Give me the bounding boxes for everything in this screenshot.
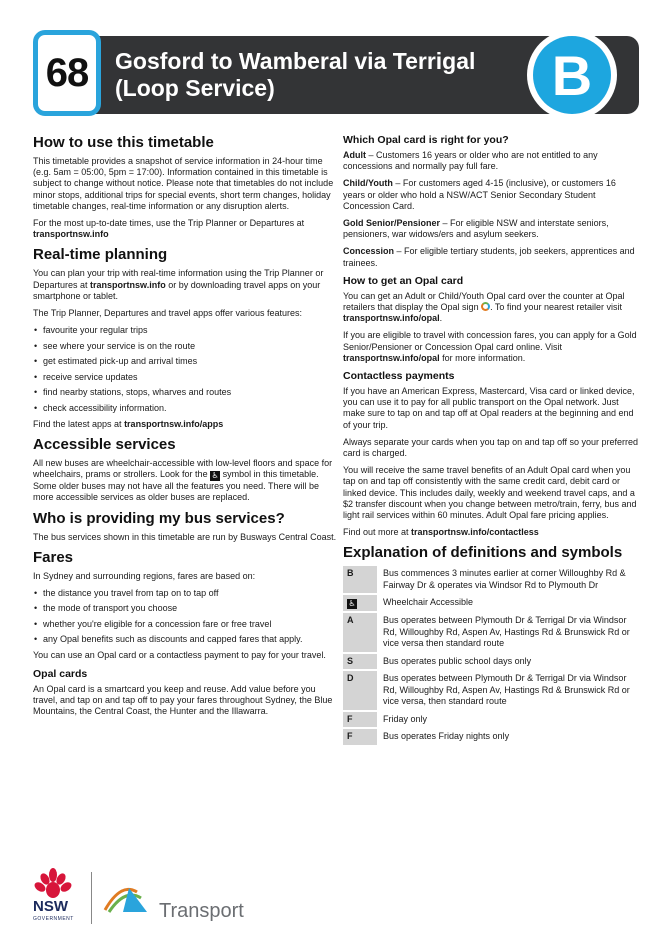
bus-mode-badge [533, 36, 611, 114]
gold-label: Gold Senior/Pensioner [343, 218, 441, 229]
concession-desc: – For eligible tertiary students, job seekers, apprentices and trainees. [343, 246, 635, 268]
waratah-icon [33, 868, 73, 900]
table-row [343, 653, 639, 671]
definitions-heading: Explanation of definitions and symbols [343, 544, 623, 562]
contactless-text-2: Always separate your cards when you tap on and tap off so your preferred card is charged. [343, 436, 639, 459]
wheelchair-icon: ♿ [211, 471, 219, 481]
list-item: • check accessibility information. [33, 403, 338, 414]
list-item: • see where your service is on the route [33, 341, 338, 352]
child-desc: – For customers aged 4-15 (inclusive), or customers 16 years or older who hold a NSW/ACT Senior Secondary Student Concession Card. [343, 178, 616, 211]
list-item: • any Opal benefits such as discounts and capped fares that apply. [33, 634, 338, 645]
how-to-use-text: This timetable provides a snapshot of service information in 24-hour time (e.g. 5am = 05:00, 5pm = 17:00). Information contained in this timetable is subject to change without notice. Please note that timetables do not include minor stops, additional trips for special events, short term changes, holiday timetable changes, real-time information or any disruption alerts. [33, 156, 334, 211]
table-row [343, 670, 639, 711]
accessible-text-pre: All new buses are wheelchair-accessible with low-level floors and space for wheelchairs, prams or strollers. Look for the [33, 457, 333, 480]
definition-code: A [343, 612, 377, 653]
realtime-intro-pre: You can plan your trip with real-time information using the Trip Planner or Departures at [33, 268, 324, 290]
concession-label: Concession [343, 246, 395, 257]
child-text [343, 178, 639, 212]
adult-text [343, 150, 639, 172]
logo-divider [91, 872, 92, 924]
apps-text-pre: Find the latest apps at [33, 418, 125, 429]
accessible-heading: Accessible services [33, 435, 176, 453]
concession-text [343, 246, 639, 268]
list-item: • receive service updates [33, 372, 338, 383]
opal-cards-text: An Opal card is a smartcard you keep and reuse. Add value before you travel, and tap on and tap off to pay your fares throughout Sydney, the Blue Mountains, the Central Coast, the Hunter and the Illawarra. [33, 683, 333, 717]
definitions-table [343, 566, 639, 747]
definition-desc: Bus operates Friday nights only [377, 728, 639, 746]
page-title [115, 48, 475, 102]
which-opal-heading: Which Opal card is right for you? [343, 134, 509, 146]
definition-code: D [343, 670, 377, 711]
opal-link-2[interactable]: transportnsw.info/opal [343, 352, 440, 363]
footer-logos [33, 868, 273, 928]
title-line-1: Gosford to Wamberal via Terrigal [115, 48, 476, 74]
how-to-use-heading: How to use this timetable [33, 134, 214, 151]
table-row [343, 711, 639, 729]
right-column [343, 130, 639, 747]
realtime-link[interactable]: transportnsw.info [90, 279, 166, 290]
definition-desc: Friday only [377, 711, 639, 729]
list-item: • favourite your regular trips [33, 325, 338, 336]
adult-label: Adult [343, 150, 366, 160]
realtime-features-intro: The Trip Planner, Departures and travel apps offer various features: [33, 308, 302, 319]
contactless-text-3: You will receive the same travel benefits of an Adult Opal card when you tap on and tap off consistently with the same credit card, debit card or linked device. This includes daily, weekly and weekend travel caps, and a $2 transfer discount when you change between metro/train, ferry, bus and light rail services within 60 minutes. Adult Opal fare pricing applies. [343, 465, 637, 521]
gold-desc: – For eligible NSW and interstate seniors, pensioners, war widows/ers and asylum seekers. [343, 218, 609, 240]
get-opal-post: . [439, 313, 443, 324]
definition-code: S [343, 653, 377, 671]
fares-list [33, 588, 338, 646]
definition-desc: Bus commences 3 minutes earlier at corner Willoughby Rd & Fairway Dr & operates via Windsor Rd to Plymouth Dr [377, 566, 639, 594]
contactless-heading: Contactless payments [343, 370, 455, 383]
route-number: 68 [45, 50, 89, 95]
transportnsw-link[interactable]: transportnsw.info [33, 229, 109, 240]
gold-text [343, 218, 639, 240]
definition-code: B [343, 566, 377, 594]
table-row [343, 728, 639, 746]
definition-desc: Wheelchair Accessible [377, 594, 639, 612]
apps-text [33, 419, 338, 430]
contactless-text-1: If you have an American Express, Mastercard, Visa card or linked device, you can use it to pay for all public transport on the Opal network. Just make sure to tap on and tap off at Opal readers at the beginning and end of your trip. [343, 386, 635, 430]
fares-heading: Fares [33, 548, 74, 566]
fares-payment-text: You can use an Opal card or a contactless payment to pay for your travel. [33, 650, 326, 661]
table-row [343, 594, 639, 612]
wheelchair-symbol-cell [343, 594, 377, 612]
provider-heading: Who is providing my bus services? [33, 509, 285, 527]
opal-link[interactable]: transportnsw.info/opal [343, 313, 440, 324]
definition-desc: Bus operates public school days only [377, 653, 639, 671]
get-opal-heading: How to get an Opal card [343, 274, 464, 287]
adult-desc: – Customers 16 years or older who are not entitled to any concessions and normally pay full fare. [343, 150, 598, 172]
child-label: Child/Youth [343, 178, 393, 189]
definition-code: F [343, 711, 377, 729]
list-item: • the distance you travel from tap on to tap off [33, 588, 338, 599]
list-item: • get estimated pick-up and arrival times [33, 356, 338, 367]
contactless-more-pre: Find out more at [343, 527, 412, 538]
definition-desc: Bus operates between Plymouth Dr & Terrigal Dr via Windsor Rd, Willoughby Rd, Aspen Av, Hastings Rd & Brunswick Rd or vice versa then standard route [377, 612, 639, 653]
route-number-box [33, 30, 101, 116]
left-column [33, 130, 338, 723]
features-list [33, 325, 338, 414]
definition-code: F [343, 728, 377, 746]
contactless-more [343, 527, 639, 538]
table-row [343, 612, 639, 653]
accessible-text [33, 458, 338, 504]
get-opal-pre: You can get an Adult or Child/Youth Opal card over the counter at Opal retailers that display the Opal sign [343, 290, 625, 313]
concession-apply-pre: If you are eligible to travel with concession fares, you can apply for a Gold Senior/Pensioner or Concession Opal card online. Visit [343, 330, 637, 352]
realtime-intro-post: or by downloading travel apps on your smartphone or tablet. [33, 279, 321, 301]
contactless-link[interactable]: transportnsw.info/contactless [411, 527, 539, 538]
uptodate-text: For the most up-to-date times, use the Trip Planner or Departures at [33, 218, 305, 229]
table-row [343, 566, 639, 594]
list-item: • find nearby stations, stops, wharves and routes [33, 387, 338, 398]
opal-sign-icon [481, 302, 490, 311]
title-line-2: (Loop Service) [115, 75, 275, 101]
transport-logo-text: Transport [159, 900, 244, 922]
realtime-heading: Real-time planning [33, 246, 168, 264]
wheelchair-icon: ♿ [348, 599, 356, 609]
opal-cards-heading: Opal cards [33, 667, 88, 680]
provider-text: The bus services shown in this timetable are run by Busways Central Coast. [33, 531, 337, 542]
bus-mode-letter: B [551, 43, 593, 107]
get-opal-mid: . To find your nearest retailer visit [490, 302, 622, 313]
realtime-intro [33, 268, 338, 302]
get-opal-text [343, 291, 639, 325]
accessible-text-post: symbol in this timetable. Some older buses may not have all the features you need. There will be more accessible services as older buses are replaced. [33, 469, 320, 503]
list-item: • whether you're eligible for a concession fare or free travel [33, 619, 338, 630]
fares-intro: In Sydney and surrounding regions, fares are based on: [33, 570, 256, 581]
how-to-use-uptodate [33, 218, 338, 240]
apps-link[interactable]: transportnsw.info/apps [124, 418, 224, 429]
nsw-logo-text: NSW [33, 898, 68, 915]
definition-desc: Bus operates between Plymouth Dr & Terrigal Dr via Windsor Rd, Willoughby Rd, Aspen Av, Hastings Rd & Brunswick Rd or vice versa, then standard route [377, 670, 639, 711]
government-logo-text: GOVERNMENT [33, 916, 74, 922]
list-item: • the mode of transport you choose [33, 603, 338, 614]
transport-logo-icon [101, 878, 161, 918]
concession-apply-text [343, 330, 639, 364]
concession-apply-post: for more information. [439, 352, 526, 363]
